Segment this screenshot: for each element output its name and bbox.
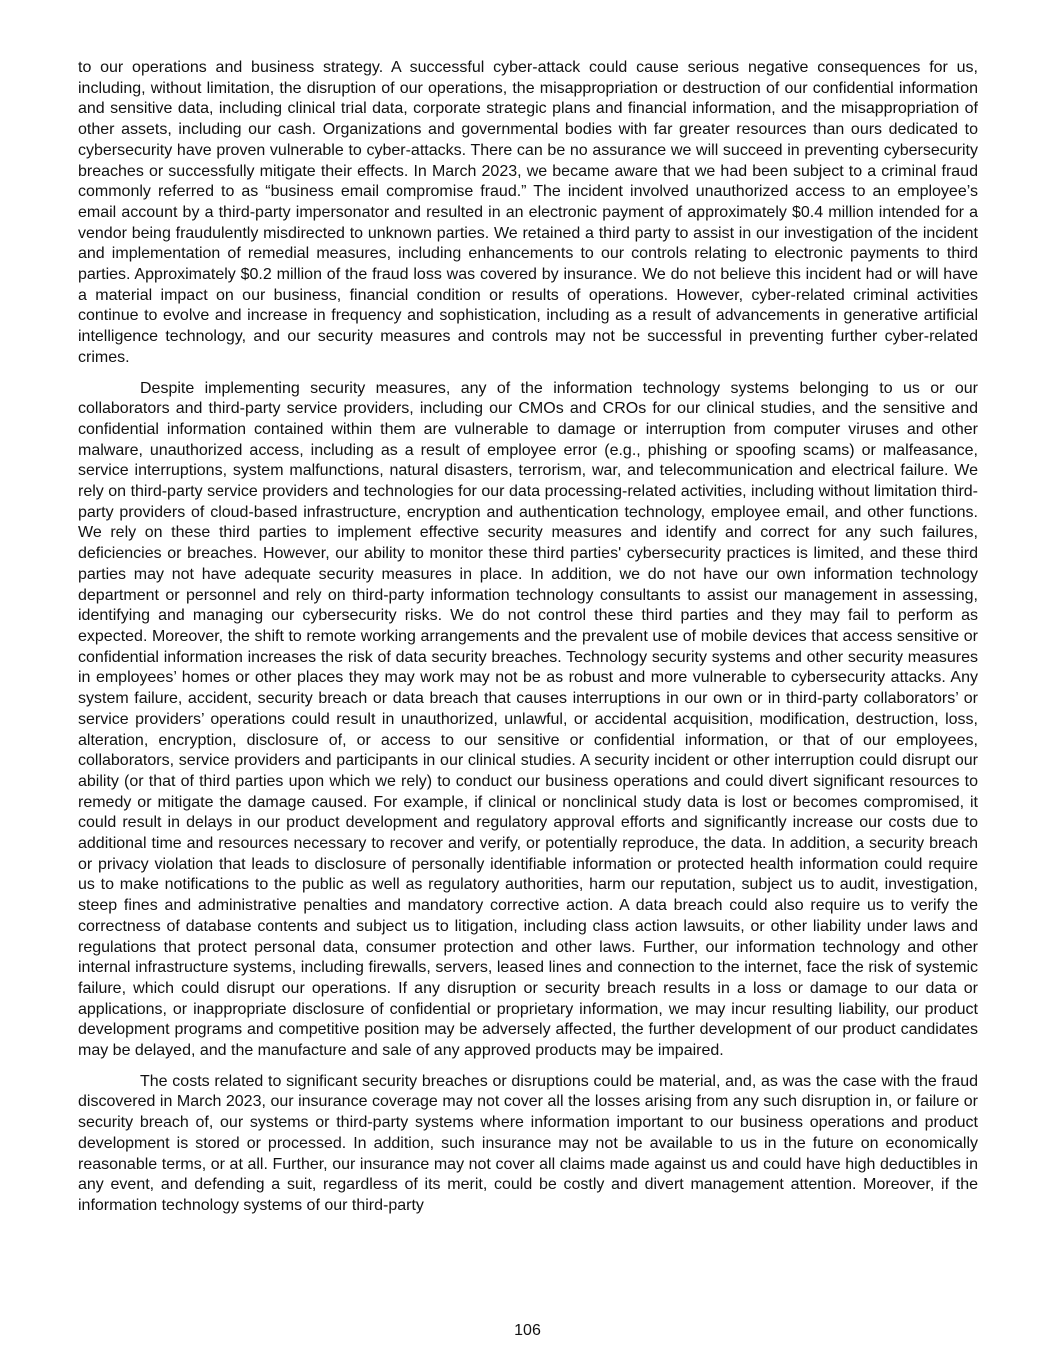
paragraph-breach-costs: The costs related to significant security breaches or disruptions could be material, and, as was the case with the fraud discovered in March 2023, our insurance coverage may not cover all the losses arising from any such disruption in, or failure or security breach of, our systems or third-party systems where information important to our business operations and product development is stored or processed. In addition, such insurance may not be available to us in the future on economically reasonable terms, or at all. Further, our insurance may not cover all claims made against us and could have high deductibles in any event, and defending a suit, regardless of its merit, could be costly and divert management attention. Moreover, if the information technology systems of our third-party [78,1072,978,1214]
paragraph-security-measures: Despite implementing security measures, any of the information technology systems belonging to us or our collaborators and third-party service providers, including our CMOs and CROs for our clinical studies, and the sensitive and confidential information contained within them are vulnerable to damage or interruption from computer viruses and other malware, unauthorized access, including as a result of employee error (e.g., phishing or spoofing scams) or malfeasance, service interruptions, system malfunctions, natural disasters, terrorism, war, and telecommunication and electrical failure. We rely on third-party service providers and technologies for our data processing-related activities, including without limitation third-party providers of cloud-based infrastructure, encryption and authentication technology, employee email, and other functions. We rely on these third parties to implement effective security measures and identify and correct for any such failures, deficiencies or breaches. However, our ability to monitor these third parties' cybersecurity practices is limited, and these third parties may not have adequate security measures in place. In addition, we do not have our own information technology department or personnel and rely on third-party information technology consultants to assist our management in assessing, identifying and managing our cybersecurity risks. We do not control these third parties and they may fail to perform as expected. Moreover, the shift to remote working arrangements and the prevalent use of mobile devices that access sensitive or confidential information increases the risk of data security breaches. Technology security systems and other security measures in employees’ homes or other places they may work may not be as robust and more vulnerable to cybersecurity attacks. Any system failure, accident, security breach or data breach that causes interruptions in our own or in third-party collaborators’ or service providers’ operations could result in unauthorized, unlawful, or accidental acquisition, modification, destruction, loss, alteration, encryption, disclosure of, or access to our sensitive or confidential information, or that of our employees, collaborators, service providers and participants in our clinical studies. A security incident or other interruption could disrupt our ability (or that of third parties upon which we rely) to conduct our business operations and could divert significant resources to remedy or mitigate the damage caused. For example, if clinical or nonclinical study data is lost or becomes compromised, it could result in delays in our product development and regulatory approval efforts and significantly increase our costs due to additional time and resources necessary to recover and verify, or potentially reproduce, the data. In addition, a security breach or privacy violation that leads to disclosure of personally identifiable information or protected health information could require us to make notifications to the public as well as regulatory authorities, harm our reputation, subject us to audit, investigation, steep fines and administrative penalties and mandatory corrective action. A data breach could also require us to verify the correctness of database contents and subject us to litigation, including class action lawsuits, or other liability under laws and regulations that protect personal data, consumer protection and other laws. Further, our information technology and other internal infrastructure systems, including firewalls, servers, leased lines and connection to the internet, face the risk of systemic failure, which could disrupt our operations. If any disruption or security breach results in a loss or damage to our data or applications, or inappropriate disclosure of confidential or proprietary information, we may incur resulting liability, our product development programs and competitive position may be adversely affected, the further development of our product candidates may be delayed, and the manufacture and sale of any approved products may be impaired. [78,379,978,1060]
document-body [78,58,978,1227]
paragraph-cyber-attack-fraud: to our operations and business strategy. A successful cyber-attack could cause serious negative consequences for us, including, without limitation, the disruption of our operations, the misappropriation or destruction of our confidential information and sensitive data, including clinical trial data, corporate strategic plans and financial information, and the misappropriation of other assets, including our cash. Organizations and governmental bodies with far greater resources than ours dedicated to cybersecurity have proven vulnerable to cyber-attacks. There can be no assurance we will succeed in preventing cybersecurity breaches or successfully mitigate their effects. In March 2023, we became aware that we had been subject to a criminal fraud commonly referred to as “business email compromise fraud.” The incident involved unauthorized access to an employee’s email account by a third-party impersonator and resulted in an electronic payment of approximately $0.4 million intended for a vendor being fraudulently misdirected to unknown parties. We retained a third party to assist in our investigation of the incident and implementation of remedial measures, including enhancements to our controls relating to electronic payments to third parties. Approximately $0.2 million of the fraud loss was covered by insurance. We do not believe this incident had or will have a material impact on our business, financial condition or results of operations. However, cyber-related criminal activities continue to evolve and increase in frequency and sophistication, including as a result of advancements in generative artificial intelligence technology, and our security measures and controls may not be successful in preventing further cyber-related crimes. [78,59,978,366]
page-number: 106 [514,1322,541,1339]
